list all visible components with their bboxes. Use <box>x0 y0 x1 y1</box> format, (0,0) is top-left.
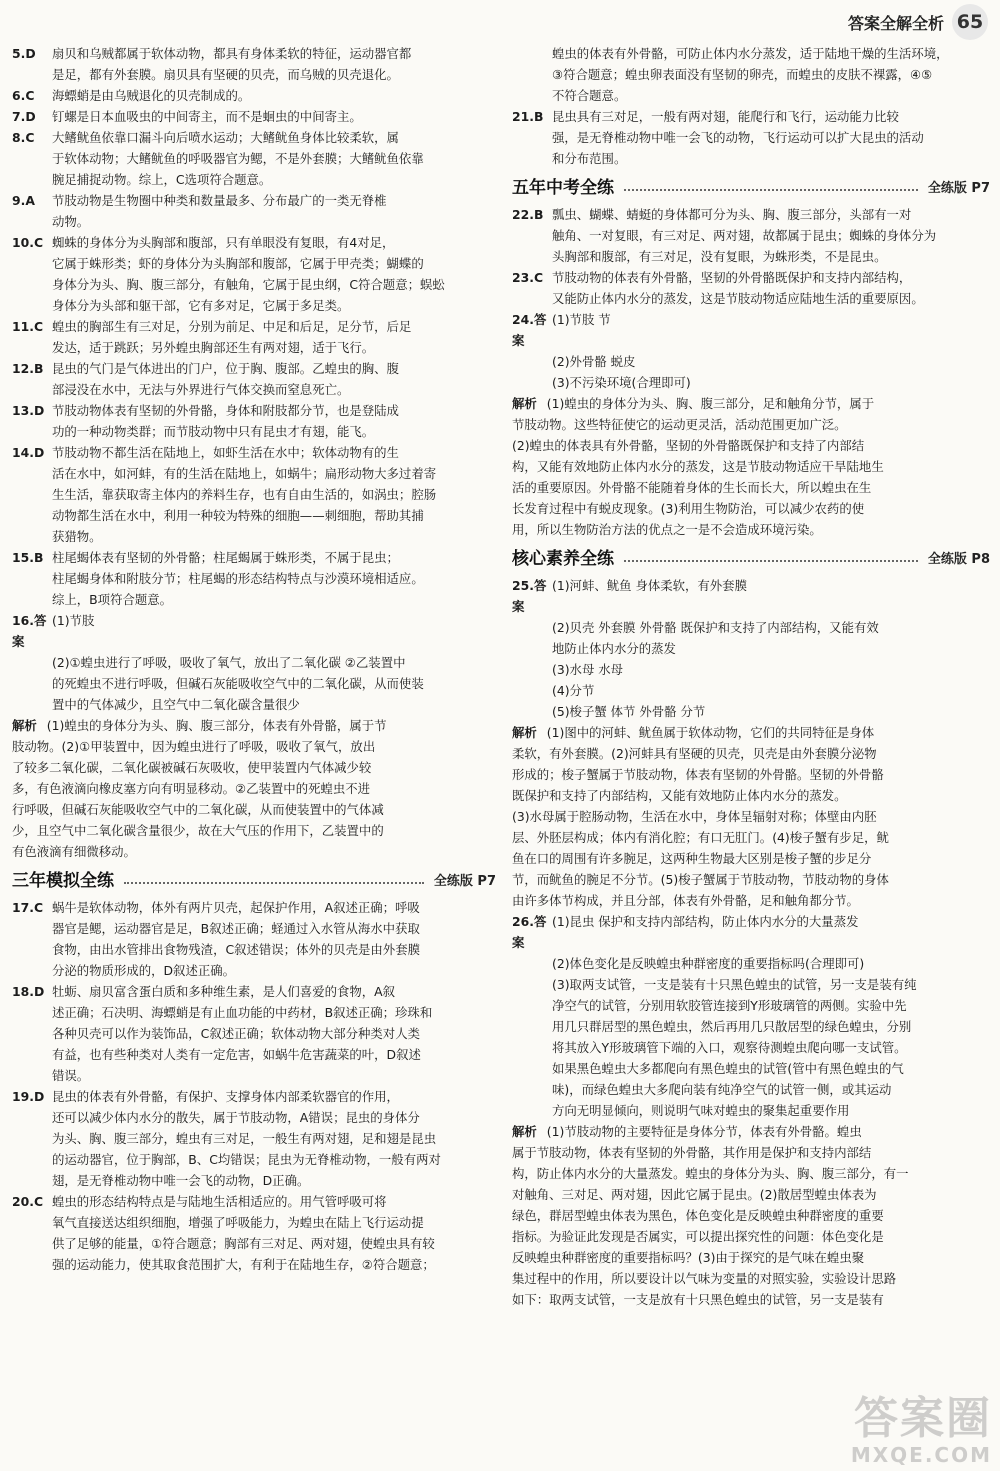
section-header <box>512 547 990 571</box>
text-line: 又能防止体内水分的蒸发，这是节肢动物适应陆地生活的重要原因。 <box>552 291 924 306</box>
text-line: 供了足够的能量，①符合题意；胸部有三对足、两对翅，使蝗虫具有较 <box>52 1236 435 1251</box>
answer-text <box>552 106 990 169</box>
question-number: 15.B <box>12 550 44 565</box>
text-line: 肢动物。(2)①甲装置中，因为蝗虫进行了呼吸，吸收了氧气，放出 <box>12 739 376 754</box>
text-line: 是足，都有外套膜。扇贝具有坚硬的贝壳，而乌贼的贝壳退化。 <box>52 67 399 82</box>
text-line: 柱尾蝎体表有坚韧的外骨骼；柱尾蝎属于蛛形类，不属于昆虫； <box>52 550 399 565</box>
text-line: 触角、一对复眼，有三对足、两对翅，故都属于昆虫；蜘蛛的身体分为 <box>552 228 937 243</box>
text-line: 行呼吸，但碱石灰能吸收空气中的二氧化碳，从而使装置中的气体减 <box>12 802 384 817</box>
text-line: (3)水母 水母 <box>552 662 624 677</box>
text-line: 动物都生活在水中，利用一种较为特殊的细胞——刺细胞，帮助其捕 <box>52 508 424 523</box>
text-line: (2)蝗虫的体表具有外骨骼，坚韧的外骨骼既保护和支持了内部结 <box>512 438 865 453</box>
question-number: 17.C <box>12 900 44 915</box>
text-line: (2)体色变化是反映蝗虫种群密度的重要指标吗(合理即可) <box>552 956 865 971</box>
section-version-tag: 全练版 P7 <box>433 873 496 889</box>
answer-entry <box>512 204 990 267</box>
text-line: 发达，适于跳跃；另外蝗虫胸部还生有两对翅，适于飞行。 <box>52 340 375 355</box>
answer-text <box>52 232 496 316</box>
analysis-block <box>12 715 496 862</box>
answer-text <box>52 897 496 981</box>
text-line: 活的重要原因。外骨骼不能随着身体的生长而长大，所以蝗虫在生 <box>512 480 872 495</box>
answer-text <box>552 309 990 351</box>
answer-entry <box>12 981 496 1086</box>
text-line: 如果黑色蝗虫大多都爬向有黑色蝗虫的试管(管中有黑色蝗虫的气 <box>552 1061 904 1076</box>
answer-text <box>52 43 496 85</box>
section-dotted-rule <box>624 560 918 562</box>
answer-entry <box>12 400 496 442</box>
analysis-text: (1)节肢动物的主要特征是身体分节，体表有外骨骼。蝗虫 <box>546 1124 862 1139</box>
answer-text <box>52 127 496 190</box>
header-title: 答案全解全析 <box>847 13 944 33</box>
text-line: 错误。 <box>52 1068 90 1083</box>
text-line: 和分布范围。 <box>552 151 627 166</box>
answer-continuation <box>512 953 990 1121</box>
text-line: 构，又能有效地防止体内水分的蒸发，这是节肢动物适应干旱陆地生 <box>512 459 884 474</box>
text-line: 味)，而绿色蝗虫大多爬向装有纯净空气的试管一侧，或其运动 <box>552 1082 892 1097</box>
question-number: 25.答案 <box>512 578 547 614</box>
text-line: 节肢动物体表有坚韧的外骨骼，身体和附肢都分节，也是登陆成 <box>52 403 399 418</box>
text-line: 构，防止体内水分的大量蒸发。蝗虫的身体分为头、胸、腹三部分，有一 <box>512 1166 909 1181</box>
text-line: (3)取两支试管，一支是装有十只黑色蝗虫的试管，另一支是装有纯 <box>552 977 917 992</box>
text-line: 各种贝壳可以作为装饰品，C叙述正确；软体动物大部分种类对人类 <box>52 1026 420 1041</box>
text-line: 属于节肢动物，体表有坚韧的外骨骼，其作用是保护和支持内部结 <box>512 1145 872 1160</box>
text-line: 食物，由出水管排出食物残渣，C叙述错误；体外的贝壳是由外套膜 <box>52 942 420 957</box>
answer-text <box>52 981 496 1086</box>
question-number: 6.C <box>12 88 35 103</box>
question-number: 12.B <box>12 361 44 376</box>
text-line: 用，所以生物防治方法的优点之一是不会造成环境污染。 <box>512 522 822 537</box>
analysis-label: 解析 <box>12 718 37 733</box>
text-line: ③符合题意；蝗虫卵表面没有坚韧的卵壳，而蝗虫的皮肤不裸露，④⑤ <box>552 67 933 82</box>
text-line: 昆虫的气门是气体进出的门户，位于胸、腹部。乙蝗虫的胸、腹 <box>52 361 399 376</box>
question-number: 11.C <box>12 319 44 334</box>
answer-entry <box>12 358 496 400</box>
answer-text <box>552 204 990 267</box>
section-header <box>512 176 990 200</box>
text-line: 蝗虫的体表有外骨骼，可防止体内水分蒸发，适于陆地干燥的生活环境， <box>552 46 949 61</box>
text-line: 不符合题意。 <box>552 88 627 103</box>
analysis-block <box>512 722 990 911</box>
question-number: 8.C <box>12 130 35 145</box>
answer-entry <box>12 610 496 652</box>
analysis-label: 解析 <box>512 396 537 411</box>
text-line: 用几只群居型的黑色蝗虫，然后再用几只散居型的绿色蝗虫，分别 <box>552 1019 912 1034</box>
text-line: 蜘蛛的身体分为头胸部和腹部，只有单眼没有复眼，有4对足， <box>52 235 395 250</box>
text-line: 多，有色液滴向橡皮塞方向有明显移动。②乙装置中的死蝗虫不进 <box>12 781 371 796</box>
text-line: 绿色，群居型蝗虫体表为黑色，体色变化是反映蝗虫种群密度的重要 <box>512 1208 884 1223</box>
question-number: 16.答案 <box>12 613 47 649</box>
text-line: 强，是无脊椎动物中唯一会飞的动物，飞行运动可以扩大昆虫的活动 <box>552 130 924 145</box>
section-title: 五年中考全练 <box>512 177 614 198</box>
answer-text <box>552 911 990 953</box>
question-number: 20.C <box>12 1194 44 1209</box>
analysis-first-line <box>512 722 990 743</box>
question-number: 10.C <box>12 235 44 250</box>
answer-text <box>52 442 496 547</box>
section-dotted-rule <box>624 189 918 191</box>
section-dotted-rule <box>124 882 424 884</box>
text-line: (2)①蝗虫进行了呼吸，吸收了氧气，放出了二氧化碳 ②乙装置中 <box>52 655 406 670</box>
text-line: 由许多体节构成，并且分部，体表有外骨骼，足和触角都分节。 <box>512 893 859 908</box>
text-line: (1)节肢 节 <box>552 312 611 327</box>
text-line: 净空气的试管，分别用软胶管连接到Y形玻璃管的两侧。实验中先 <box>552 998 907 1013</box>
analysis-first-line <box>512 393 990 414</box>
text-line: 了较多二氧化碳，二氧化碳被碱石灰吸收，使甲装置内气体减少较 <box>12 760 372 775</box>
answer-entry <box>512 267 990 309</box>
analysis-block <box>512 1121 990 1310</box>
text-line: 牡蛎、扇贝富含蛋白质和多种维生素，是人们喜爱的食物，A叙 <box>52 984 396 999</box>
answer-text <box>52 190 496 232</box>
question-number: 9.A <box>12 193 35 208</box>
text-line: 氧气直接送达组织细胞，增强了呼吸能力，为蝗虫在陆上飞行运动提 <box>52 1215 424 1230</box>
text-line: (2)贝壳 外套膜 外骨骼 既保护和支持了内部结构，又能有效 <box>552 620 879 635</box>
answer-continuation <box>512 351 990 393</box>
answer-entry <box>512 309 990 351</box>
text-line: 钉螺是日本血吸虫的中间寄主，而不是蛔虫的中间寄主。 <box>52 109 362 124</box>
answer-text <box>52 1191 496 1275</box>
text-line: (3)不污染环境(合理即可) <box>552 375 691 390</box>
text-line: 节肢动物。这些特征使它的运动更灵活，活动范围更加广泛。 <box>512 417 847 432</box>
answer-continuation <box>512 617 990 722</box>
analysis-label: 解析 <box>512 1124 537 1139</box>
text-line: 腕足捕捉动物。综上，C选项符合题意。 <box>52 172 272 187</box>
text-line: 功的一种动物类群；而节肢动物中只有昆虫才有翅，能飞。 <box>52 424 375 439</box>
text-line: 置中的气体减少，且空气中二氧化碳含量很少 <box>52 697 300 712</box>
question-number: 24.答案 <box>512 312 547 348</box>
text-line: 瓢虫、蝴蝶、蜻蜓的身体都可分为头、胸、腹三部分，头部有一对 <box>552 207 912 222</box>
section-header <box>12 869 496 893</box>
watermark-url: MXQE.COM <box>850 1443 992 1467</box>
text-line: 昆虫的体表有外骨骼，有保护、支撑身体内部柔软器官的作用， <box>52 1089 399 1104</box>
answer-entry <box>12 106 496 127</box>
text-line: 扇贝和乌贼都属于软体动物，都具有身体柔软的特征，运动器官都 <box>52 46 412 61</box>
answer-text <box>552 575 990 617</box>
answer-text <box>52 1086 496 1191</box>
answer-text <box>52 316 496 358</box>
text-line: 它属于蛛形类；虾的身体分为头胸部和腹部，它属于甲壳类；蝴蝶的 <box>52 256 424 271</box>
text-line: 部浸没在水中，无法与外界进行气体交换而窒息死亡。 <box>52 382 350 397</box>
text-line: (1)节肢 <box>52 613 95 628</box>
text-line: 对触角、三对足、两对翅，因此它属于昆虫。(2)散居型蝗虫体表为 <box>512 1187 877 1202</box>
section-version-tag: 全练版 P7 <box>927 180 990 196</box>
answer-entry <box>12 127 496 190</box>
question-number: 5.D <box>12 46 36 61</box>
page-number: 65 <box>952 4 988 40</box>
left-column <box>12 43 496 1275</box>
answer-continuation <box>512 43 990 106</box>
text-line: 方向无明显倾向，则说明气味对蝗虫的聚集起重要作用 <box>552 1103 850 1118</box>
text-line: (2)外骨骼 蜕皮 <box>552 354 636 369</box>
watermark <box>851 1395 992 1467</box>
text-line: (5)梭子蟹 体节 外骨骼 分节 <box>552 704 706 719</box>
text-line: 于软体动物；大鳍鱿鱼的呼吸器官为鳃，不是外套膜；大鳍鱿鱼依靠 <box>52 151 424 166</box>
text-line: 蝗虫的胸部生有三对足，分别为前足、中足和后足，足分节，后足 <box>52 319 412 334</box>
answer-entry <box>12 897 496 981</box>
answer-entry <box>512 575 990 617</box>
analysis-text: (1)蝗虫的身体分为头、胸、腹三部分，足和触角分节，属于 <box>546 396 875 411</box>
text-line: 地防止体内水分的蒸发 <box>552 641 676 656</box>
question-number: 22.B <box>512 207 544 222</box>
text-line: 鱼在口的周围有许多腕足，这两种生物最大区别是梭子蟹的步足分 <box>512 851 872 866</box>
answer-text <box>52 400 496 442</box>
answer-text <box>52 106 496 127</box>
analysis-text: (1)图中的河蚌、鱿鱼属于软体动物，它们的共同特征是身体 <box>546 725 875 740</box>
analysis-block <box>512 393 990 540</box>
text-line: 获猎物。 <box>52 529 102 544</box>
text-line: 节肢动物不都生活在陆地上，如虾生活在水中；软体动物有的生 <box>52 445 399 460</box>
text-line: 如下：取两支试管，一支是放有十只黑色蝗虫的试管，另一支是装有 <box>512 1292 884 1307</box>
text-line: 器官是鳃，运动器官是足，B叙述正确；蛏通过入水管从海水中获取 <box>52 921 420 936</box>
question-number: 7.D <box>12 109 36 124</box>
text-line: 层、外胚层构成；体内有消化腔；有口无肛门。(4)梭子蟹有步足，鱿 <box>512 830 889 845</box>
question-number: 19.D <box>12 1089 45 1104</box>
watermark-logo-text: 答案圈 <box>854 1393 992 1444</box>
answer-entry <box>12 43 496 85</box>
text-line: 大鳍鱿鱼依靠口漏斗向后喷水运动；大鳍鱿鱼身体比较柔软，属 <box>52 130 399 145</box>
analysis-label: 解析 <box>512 725 537 740</box>
answer-entry <box>12 1086 496 1191</box>
section-title: 核心素养全练 <box>512 548 614 569</box>
analysis-text: (1)蝗虫的身体分为头、胸、腹三部分，体表有外骨骼，属于节 <box>46 718 387 733</box>
right-column <box>512 43 990 1310</box>
text-line: 昆虫具有三对足，一般有两对翅，能爬行和飞行，运动能力比较 <box>552 109 899 124</box>
text-line: 的运动器官，位于胸部，B、C均错误；昆虫为无脊椎动物，一般有两对 <box>52 1152 441 1167</box>
answer-entry <box>12 1191 496 1275</box>
analysis-first-line <box>512 1121 990 1142</box>
text-line: 头胸部和腹部，有三对足，没有复眼，为蛛形类，不是昆虫。 <box>552 249 887 264</box>
answer-entry <box>512 106 990 169</box>
text-line: 蝗虫的形态结构特点是与陆地生活相适应的。用气管呼吸可将 <box>52 1194 387 1209</box>
text-line: 的死蝗虫不进行呼吸，但碱石灰能吸收空气中的二氧化碳，从而使装 <box>52 676 424 691</box>
answer-text <box>52 358 496 400</box>
text-line: 有色液滴有细微移动。 <box>12 844 136 859</box>
text-line: 身体分为头、胸、腹三部分，有触角，它属于昆虫纲，C符合题意；蜈蚣 <box>52 277 445 292</box>
text-line: 将其放入Y形玻璃管下端的入口，观察待测蝗虫爬向哪一支试管。 <box>552 1040 907 1055</box>
text-line: 既保护和支持了内部结构，又能有效地防止体内水分的蒸发。 <box>512 788 847 803</box>
answer-entry <box>12 85 496 106</box>
answer-entry <box>12 232 496 316</box>
text-line: 反映蝗虫种群密度的重要指标吗？(3)由于探究的是气味在蝗虫聚 <box>512 1250 865 1265</box>
question-number: 21.B <box>512 109 544 124</box>
answer-text <box>52 547 496 610</box>
text-line: 身体分为头部和躯干部，它有多对足，它属于多足类。 <box>52 298 350 313</box>
answer-entry <box>512 911 990 953</box>
text-line: (1)河蚌、鱿鱼 身体柔软，有外套膜 <box>552 578 747 593</box>
analysis-first-line <box>12 715 496 736</box>
text-line: 综上，B项符合题意。 <box>52 592 173 607</box>
text-line: 指标。为验证此发现是否属实，可以提出探究性的问题：体色变化是 <box>512 1229 884 1244</box>
text-line: 述正确；石决明、海螵蛸是有止血功能的中药材，B叙述正确；珍珠和 <box>52 1005 433 1020</box>
text-line: (1)昆虫 保护和支持内部结构，防止体内水分的大量蒸发 <box>552 914 859 929</box>
text-line: 有益，也有些种类对人类有一定危害，如蜗牛危害蔬菜的叶，D叙述 <box>52 1047 421 1062</box>
text-line: 还可以减少体内水分的散失，属于节肢动物，A错误；昆虫的身体分 <box>52 1110 420 1125</box>
text-line: 节肢动物的体表有外骨骼，坚韧的外骨骼既保护和支持内部结构， <box>552 270 912 285</box>
text-line: 节，而鱿鱼的腕足不分节。(5)梭子蟹属于节肢动物，节肢动物的身体 <box>512 872 889 887</box>
text-line: (3)水母属于腔肠动物，生活在水中，身体呈辐射对称；体壁由内胚 <box>512 809 877 824</box>
answer-entry <box>12 190 496 232</box>
text-line: 形成的；梭子蟹属于节肢动物，体表有坚韧的外骨骼。坚韧的外骨骼 <box>512 767 884 782</box>
question-number: 13.D <box>12 403 45 418</box>
text-line: (4)分节 <box>552 683 595 698</box>
text-line: 生生活，靠获取寄主体内的养料生存，也有自由生活的，如涡虫；腔肠 <box>52 487 437 502</box>
text-line: 动物。 <box>52 214 90 229</box>
question-number: 14.D <box>12 445 45 460</box>
answer-continuation <box>12 652 496 715</box>
text-line: 少，且空气中二氧化碳含量很少，故在大气压的作用下，乙装置中的 <box>12 823 384 838</box>
question-number: 18.D <box>12 984 45 999</box>
text-line: 节肢动物是生物圈中种类和数量最多、分布最广的一类无脊椎 <box>52 193 387 208</box>
text-line: 为头、胸、腹三部分，蝗虫有三对足，一般生有两对翅，足和翅是昆虫 <box>52 1131 437 1146</box>
text-line: 柱尾蝎身体和附肢分节；柱尾蝎的形态结构特点与沙漠环境相适应。 <box>52 571 424 586</box>
text-line: 强的运动能力，使其取食范围扩大，有利于在陆地生存，②符合题意； <box>52 1257 435 1272</box>
text-line: 蜗牛是软体动物，体外有两片贝壳，起保护作用，A叙述正确；呼吸 <box>52 900 420 915</box>
text-line: 长发育过程中有蜕皮现象。(3)利用生物防治，可以减少农药的使 <box>512 501 865 516</box>
answer-text <box>52 610 496 652</box>
text-line: 翅，是无脊椎动物中唯一会飞的动物，D正确。 <box>52 1173 310 1188</box>
question-number: 23.C <box>512 270 544 285</box>
section-version-tag: 全练版 P8 <box>927 551 990 567</box>
question-number: 26.答案 <box>512 914 547 950</box>
text-line: 活在水中，如河蚌，有的生活在陆地上，如蜗牛；扁形动物大多过着寄 <box>52 466 437 481</box>
answer-entry <box>12 547 496 610</box>
answer-text <box>552 267 990 309</box>
answer-entry <box>12 316 496 358</box>
text-line: 分泌的物质形成的，D叙述正确。 <box>52 963 236 978</box>
text-line: 柔软，有外套膜。(2)河蚌具有坚硬的贝壳，贝壳是由外套膜分泌物 <box>512 746 877 761</box>
answer-entry <box>12 442 496 547</box>
section-title: 三年模拟全练 <box>12 870 114 891</box>
answer-text <box>52 85 496 106</box>
page-header <box>848 4 988 40</box>
text-line: 集过程中的作用，所以要设计以气味为变量的对照实验，实验设计思路 <box>512 1271 897 1286</box>
text-line: 海螵蛸是由乌贼退化的贝壳制成的。 <box>52 88 251 103</box>
